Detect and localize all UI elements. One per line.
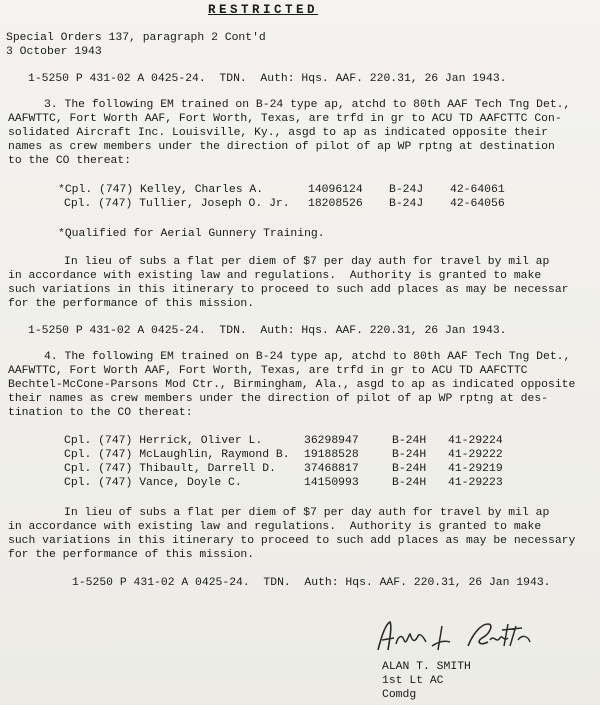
per-diem-line: for the performance of this mission. xyxy=(8,549,255,561)
crew-serial: 18208526 xyxy=(308,198,363,210)
crew-serial: 37468817 xyxy=(304,463,359,475)
order-reference: Special Orders 137, paragraph 2 Cont'd xyxy=(6,32,266,44)
para4-line: AAFWTTC, Fort Worth AAF, Fort Worth, Texas, are trfd in gr to ACU TD AAFCTTC xyxy=(8,365,528,377)
order-date: 3 October 1943 xyxy=(6,46,102,58)
auth-line-3: 1-5250 P 431-02 A 0425-24. TDN. Auth: Hqs. AAF. 220.31, 26 Jan 1943. xyxy=(72,577,551,589)
para4-line: Bechtel-McCone-Parsons Mod Ctr., Birmingham, Ala., asgd to ap as indicated opposite xyxy=(8,379,576,391)
crew-name: Cpl. (747) Herrick, Oliver L. xyxy=(64,435,263,447)
crew-aircraft-number: 41-29219 xyxy=(448,463,503,475)
crew-aircraft-type: B-24J xyxy=(389,198,424,210)
crew-aircraft-type: B-24H xyxy=(392,435,427,447)
per-diem-line: In lieu of subs a flat per diem of $7 per day auth for travel by mil ap xyxy=(64,256,550,268)
para4-line: 4. The following EM trained on B-24 type ap, atchd to 80th AAF Tech Tng Det., xyxy=(44,351,571,363)
crew-aircraft-type: B-24H xyxy=(392,463,427,475)
para3-line: 3. The following EM trained on B-24 type ap, atchd to 80th AAF Tech Tng Det., xyxy=(44,99,571,111)
crew-aircraft-type: B-24H xyxy=(392,449,427,461)
crew-aircraft-number: 42-64056 xyxy=(450,198,505,210)
crew-aircraft-type: B-24H xyxy=(392,477,427,489)
auth-line-1: 1-5250 P 431-02 A 0425-24. TDN. Auth: Hqs. AAF. 220.31, 26 Jan 1943. xyxy=(28,73,507,85)
per-diem-line: for the performance of this mission. xyxy=(8,298,255,310)
signer-name: ALAN T. SMITH xyxy=(382,661,471,673)
crew-serial: 36298947 xyxy=(304,435,359,447)
crew-serial: 19188528 xyxy=(304,449,359,461)
crew-name: Cpl. (747) Tullier, Joseph O. Jr. xyxy=(64,198,290,210)
para3-line: AAFWTTC, Fort Worth AAF, Fort Worth, Texas, are trfd in gr to ACU TD AAFCTTC Con- xyxy=(8,113,562,125)
per-diem-line: in accordance with existing law and regulations. Authority is granted to make xyxy=(8,521,542,533)
crew-name: Cpl. (747) Thibault, Darrell D. xyxy=(64,463,276,475)
per-diem-line: In lieu of subs a flat per diem of $7 per day auth for travel by mil ap xyxy=(64,507,550,519)
crew-aircraft-number: 41-29224 xyxy=(448,435,503,447)
handwritten-signature xyxy=(372,616,552,660)
crew-aircraft-number: 42-64061 xyxy=(450,184,505,196)
gunnery-note: *Qualified for Aerial Gunnery Training. xyxy=(58,228,325,240)
para3-line: to the CO thereat: xyxy=(8,155,132,167)
para3-line: solidated Aircraft Inc. Louisville, Ky., asgd to ap as indicated opposite their xyxy=(8,127,549,139)
restricted-header: RESTRICTED xyxy=(208,3,319,17)
crew-aircraft-number: 41-29222 xyxy=(448,449,503,461)
crew-serial: 14150993 xyxy=(304,477,359,489)
per-diem-line: such variations in this itinerary to proceed to such add places as may be necessar xyxy=(8,284,569,296)
crew-name: Cpl. (747) McLaughlin, Raymond B. xyxy=(64,449,290,461)
crew-serial: 14096124 xyxy=(308,184,363,196)
crew-aircraft-type: B-24J xyxy=(389,184,424,196)
signer-rank: 1st Lt AC xyxy=(382,675,444,687)
signer-title: Comdg xyxy=(382,689,417,701)
para4-line: tination to the CO thereat: xyxy=(8,407,193,419)
per-diem-line: in accordance with existing law and regulations. Authority is granted to make xyxy=(8,270,542,282)
para3-line: names as crew members under the direction of pilot of ap WP rptng at destination xyxy=(8,141,555,153)
crew-aircraft-number: 41-29223 xyxy=(448,477,503,489)
para4-line: their names as crew members under the direction of pilot of ap WP rptng at des- xyxy=(8,393,549,405)
crew-name: Cpl. (747) Vance, Doyle C. xyxy=(64,477,242,489)
auth-line-2: 1-5250 P 431-02 A 0425-24. TDN. Auth: Hqs. AAF. 220.31, 26 Jan 1943. xyxy=(28,325,507,337)
per-diem-line: such variations in this itinerary to proceed to such add places as may be necessary xyxy=(8,535,576,547)
crew-name: *Cpl. (747) Kelley, Charles A. xyxy=(58,184,264,196)
